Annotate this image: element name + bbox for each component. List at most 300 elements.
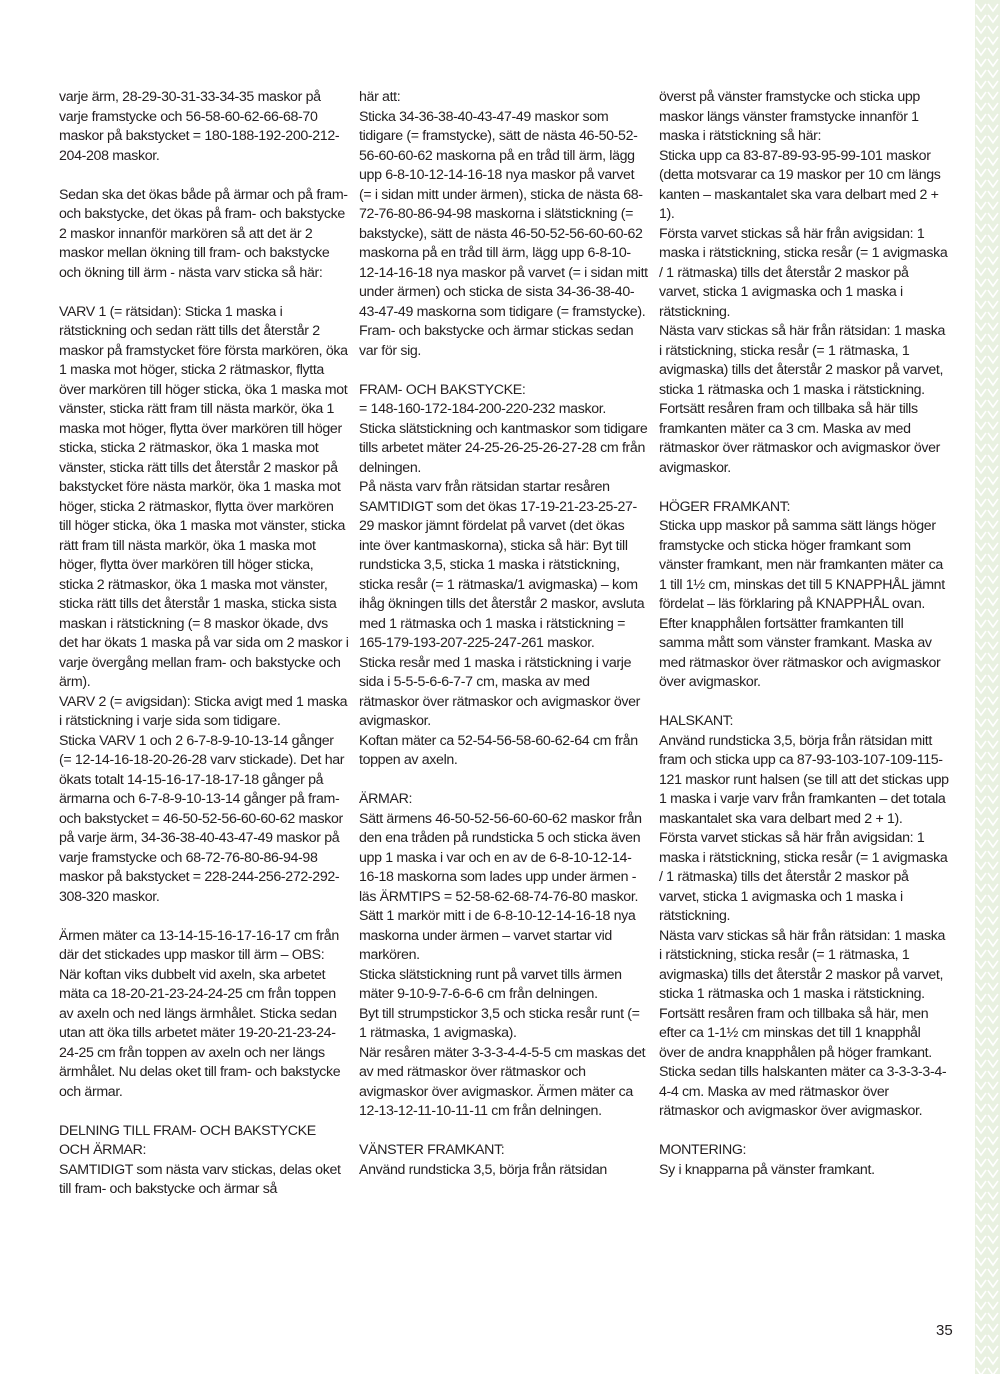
knit-stitch-mark bbox=[976, 114, 986, 121]
paragraph: Använd rundsticka 3,5, börja från rätsidan bbox=[359, 1161, 607, 1178]
knit-stitch-mark bbox=[976, 1093, 986, 1100]
knit-stitch-mark bbox=[988, 1159, 998, 1166]
knit-stitch-mark bbox=[988, 103, 998, 110]
paragraph: Ärmen mäter ca 13-14-15-16-17-16-17 cm från där det stickades upp maskor till ärm – OBS: När koftan viks dubbelt vid axeln, ska arbetet mäta ca 18-20-21-23-24-24-25 cm från toppen av axeln och ned längs ärmhålet. Sticka sedan utan att öka tills arbetet mäter 19-20-21-23-24-24-25 cm från toppen av axeln och ner längs ärmhålet. Nu delas oket till fram- och bakstycke och ärmar. bbox=[59, 927, 341, 1100]
paragraph-gap bbox=[659, 693, 949, 713]
knit-stitch-mark bbox=[976, 499, 986, 506]
knit-stitch-mark bbox=[976, 1148, 986, 1155]
knit-stitch-mark bbox=[988, 1192, 998, 1199]
knit-stitch-mark bbox=[988, 378, 998, 385]
knit-stitch-mark bbox=[976, 1313, 986, 1320]
knit-stitch-mark bbox=[976, 565, 986, 572]
knit-stitch-mark bbox=[988, 554, 998, 561]
knit-stitch-mark bbox=[988, 1280, 998, 1287]
knit-stitch-mark bbox=[976, 1302, 986, 1309]
knit-stitch-mark bbox=[976, 213, 986, 220]
knit-stitch-mark bbox=[988, 411, 998, 418]
knit-stitch-mark bbox=[988, 213, 998, 220]
knit-stitch-mark bbox=[988, 818, 998, 825]
knit-stitch-mark bbox=[988, 466, 998, 473]
knit-stitch-mark bbox=[988, 631, 998, 638]
knit-stitch-mark bbox=[976, 1038, 986, 1045]
knit-stitch-mark bbox=[976, 1115, 986, 1122]
knit-stitch-mark bbox=[988, 345, 998, 352]
knit-stitch-mark bbox=[988, 1093, 998, 1100]
paragraph: Sy i knapparna på vänster framkant. bbox=[659, 1161, 875, 1178]
knit-stitch-mark bbox=[988, 510, 998, 517]
knit-stitch-mark bbox=[988, 1368, 998, 1374]
paragraph-gap bbox=[59, 166, 349, 186]
paragraph: Första varvet stickas så här från avigsidan: 1 maska i rätstickning, sticka resår (= 1 avigmaska / 1 rätmaska) tills det återstår 2 maskor på varvet, sticka 1 avigmaska och 1 maska i rätstickning. bbox=[659, 830, 948, 924]
knit-stitch-mark bbox=[988, 367, 998, 374]
knit-stitch-mark bbox=[988, 191, 998, 198]
knit-stitch-mark bbox=[988, 730, 998, 737]
knit-stitch-mark bbox=[976, 169, 986, 176]
knit-stitch-mark bbox=[988, 1203, 998, 1210]
knit-stitch-mark bbox=[976, 741, 986, 748]
knit-stitch-mark bbox=[976, 246, 986, 253]
knit-stitch-mark bbox=[976, 752, 986, 759]
knit-stitch-mark bbox=[976, 521, 986, 528]
knit-stitch-mark bbox=[988, 928, 998, 935]
knit-stitch-mark bbox=[976, 620, 986, 627]
paragraph: Sticka slätstickning och kantmaskor som tidigare tills arbetet mäter 24-25-26-25-26-27-28 cm från delningen. bbox=[359, 420, 648, 476]
knit-stitch-mark bbox=[976, 1346, 986, 1353]
knit-stitch-mark bbox=[988, 488, 998, 495]
knit-stitch-mark bbox=[976, 862, 986, 869]
knit-stitch-mark bbox=[976, 939, 986, 946]
paragraph: Byt till strumpstickor 3,5 och sticka resår runt (= 1 rätmaska, 1 avigmaska). bbox=[359, 1005, 640, 1041]
paragraph: ÄRMAR: bbox=[359, 791, 413, 807]
paragraph: Första varvet stickas så här från avigsidan: 1 maska i rätstickning, sticka resår (= 1 avigmaska / 1 rätmaska) tills det återstår 2 maskor på varvet, sticka 1 avigmaska och 1 maska i rätstickning. bbox=[659, 225, 948, 320]
knit-stitch-mark bbox=[976, 1071, 986, 1078]
knit-stitch-mark bbox=[988, 279, 998, 286]
knit-stitch-mark bbox=[976, 543, 986, 550]
knit-stitch-mark bbox=[988, 1335, 998, 1342]
knit-pattern-icon bbox=[975, 0, 1000, 1374]
knit-stitch-mark bbox=[988, 862, 998, 869]
knit-stitch-mark bbox=[988, 1291, 998, 1298]
paragraph-gap bbox=[59, 907, 349, 927]
knit-stitch-mark bbox=[988, 961, 998, 968]
knit-stitch-mark bbox=[976, 37, 986, 44]
knit-stitch-mark bbox=[976, 785, 986, 792]
knit-stitch-mark bbox=[988, 873, 998, 880]
knit-stitch-mark bbox=[988, 389, 998, 396]
knit-stitch-mark bbox=[976, 653, 986, 660]
paragraph: här att: bbox=[359, 89, 401, 105]
knit-stitch-mark bbox=[988, 224, 998, 231]
knit-stitch-mark bbox=[976, 334, 986, 341]
knit-stitch-mark bbox=[976, 444, 986, 451]
paragraph: VARV 2 (= avigsidan): Sticka avigt med 1 maska i rätstickning i varje sida som tidigare. bbox=[59, 693, 348, 729]
knit-stitch-mark bbox=[988, 1302, 998, 1309]
knit-stitch-mark bbox=[976, 719, 986, 726]
knit-stitch-mark bbox=[976, 312, 986, 319]
paragraph: överst på vänster framstycke och sticka upp maskor längs vänster framstycke innanför 1 maska i rätstickning så här: bbox=[659, 89, 920, 144]
knit-stitch-mark bbox=[976, 389, 986, 396]
knit-stitch-mark bbox=[976, 158, 986, 165]
knit-stitch-mark bbox=[988, 1060, 998, 1067]
paragraph: På nästa varv från rätsidan startar resåren SAMTIDIGT som det ökas 17-19-21-23-25-27-29 maskor jämnt fördelat på varvet (det ökas inte över kantmaskorna), sticka så här: Byt till rundsticka 3,5, sticka 1 maska i rätstickning, sticka resår (= 1 rätmaska/1 avigmaska) – kom ihåg ökningen tills det återstår 2 maskor, avsluta med 1 rätmaska och 1 maska i rätstickning = 165-179-193-207-225-247-261 maskor. bbox=[359, 479, 645, 651]
knit-stitch-mark bbox=[988, 147, 998, 154]
knit-stitch-mark bbox=[976, 345, 986, 352]
knit-stitch-mark bbox=[988, 620, 998, 627]
knit-stitch-mark bbox=[988, 1170, 998, 1177]
paragraph: Sätt 1 markör mitt i de 6-8-10-12-14-16-18 nya maskorna under ärmen – varvet startar vid markören. bbox=[359, 908, 636, 963]
knit-stitch-mark bbox=[988, 1016, 998, 1023]
knit-stitch-mark bbox=[988, 895, 998, 902]
knit-stitch-mark bbox=[988, 752, 998, 759]
knit-stitch-mark bbox=[976, 1104, 986, 1111]
knit-stitch-mark bbox=[976, 829, 986, 836]
paragraph: Sticka 34-36-38-40-43-47-49 maskor som tidigare (= framstycke), sätt de nästa 46-50-52-56-60-60-62 maskorna på en tråd till ärm, lägg upp 6-8-10-12-14-16-18 nya maskor på varvet (= i sidan mitt under ärmen), sticka de nästa 68-72-76-80-86-94-98 maskorna i slätstickning (= bakstycke), sätt de nästa 46-50-52-56-60-60-62 maskorna på en tråd till ärm, lägg upp 6-8-10-12-14-16-18 nya maskor på varvet (= i sidan mitt under ärmen) och sticka de sista 34-36-38-40-43-47-49 maskorna som tidigare (= framstycke). bbox=[359, 108, 648, 320]
knit-stitch-mark bbox=[976, 1170, 986, 1177]
paragraph: FRAM- OCH BAKSTYCKE: bbox=[359, 381, 526, 398]
knit-stitch-mark bbox=[976, 972, 986, 979]
knit-stitch-mark bbox=[976, 576, 986, 583]
knit-stitch-mark bbox=[988, 356, 998, 363]
knit-stitch-mark bbox=[988, 906, 998, 913]
knit-stitch-mark bbox=[988, 708, 998, 715]
knit-stitch-mark bbox=[976, 1203, 986, 1210]
knit-stitch-mark bbox=[976, 125, 986, 132]
knit-stitch-mark bbox=[988, 1027, 998, 1034]
knit-stitch-mark bbox=[988, 312, 998, 319]
knit-stitch-mark bbox=[976, 961, 986, 968]
knit-stitch-mark bbox=[976, 147, 986, 154]
knit-stitch-mark bbox=[988, 609, 998, 616]
knit-stitch-mark bbox=[988, 917, 998, 924]
knit-stitch-mark bbox=[988, 1181, 998, 1188]
knit-stitch-mark bbox=[988, 1324, 998, 1331]
knit-stitch-mark bbox=[976, 807, 986, 814]
knit-stitch-mark bbox=[988, 125, 998, 132]
knit-stitch-mark bbox=[976, 48, 986, 55]
knit-stitch-mark bbox=[988, 202, 998, 209]
knit-stitch-mark bbox=[976, 455, 986, 462]
knit-stitch-mark bbox=[976, 994, 986, 1001]
paragraph: Sticka slätstickning runt på varvet tills ärmen mäter 9-10-9-7-6-6-6 cm från delningen. bbox=[359, 966, 622, 1002]
knit-stitch-mark bbox=[988, 543, 998, 550]
knit-stitch-mark bbox=[988, 785, 998, 792]
knit-stitch-mark bbox=[988, 290, 998, 297]
paragraph: VARV 1 (= rätsidan): Sticka 1 maska i rätstickning och sedan rätt tills det återstår 2 maskor på framstycket före första markören, öka 1 maska mot höger, sticka 2 rätmaskor, flytta över markören till höger sticka, öka 1 maska mot vänster, sticka rätt fram till nästa markör, öka 1 maska mot höger, flytta över markören till höger sticka, sticka 2 rätmaskor, öka 1 maska mot vänster, sticka rätt tills det återstår 2 maskor på bakstycket före nästa markör, öka 1 maska mot höger, sticka 2 rätmaskor, flytta över markören till höger sticka, öka 1 maska mot vänster, sticka rätt fram till nästa markör, öka 1 maska mot höger, flytta över markören till höger sticka, sticka 2 rätmaskor, öka 1 maska mot vänster, sticka rätt tills det återstår 1 maska, sticka sista maskan i rätstickning (= 8 maskor ökade, dvs det har ökats 1 maska på var sida om 2 maskor i varje övergång mellan fram- och bakstycke och ärm). bbox=[59, 303, 349, 690]
knit-stitch-mark bbox=[988, 829, 998, 836]
knit-stitch-mark bbox=[976, 191, 986, 198]
knit-stitch-mark bbox=[976, 686, 986, 693]
paragraph: Sticka resår med 1 maska i rätstickning i varje sida i 5-5-5-6-6-7-7 cm, maska av med rätmaskor över rätmaskor och avigmaskor över avigmaskor. bbox=[359, 654, 641, 729]
knit-stitch-mark bbox=[976, 631, 986, 638]
knit-stitch-mark bbox=[988, 840, 998, 847]
knit-stitch-mark bbox=[976, 257, 986, 264]
knit-stitch-mark bbox=[988, 598, 998, 605]
knit-stitch-mark bbox=[976, 1060, 986, 1067]
knit-stitch-mark bbox=[988, 1071, 998, 1078]
knit-stitch-mark bbox=[988, 1357, 998, 1364]
knit-stitch-mark bbox=[988, 1137, 998, 1144]
knit-stitch-mark bbox=[988, 301, 998, 308]
knit-stitch-mark bbox=[976, 697, 986, 704]
knit-stitch-mark bbox=[988, 246, 998, 253]
knit-stitch-mark bbox=[976, 1049, 986, 1056]
knit-stitch-mark bbox=[976, 422, 986, 429]
knit-stitch-mark bbox=[976, 1214, 986, 1221]
knit-stitch-mark bbox=[988, 994, 998, 1001]
paragraph: Sedan ska det ökas både på ärmar och på fram- och bakstycke, det ökas på fram- och bakstycke 2 maskor innanför markören så att det är 2 maskor mellan ökning till fram- och bakstycke och ökning till ärm - nästa varv sticka så här: bbox=[59, 186, 348, 281]
knit-stitch-mark bbox=[988, 576, 998, 583]
knit-stitch-mark bbox=[988, 1115, 998, 1122]
knit-stitch-mark bbox=[976, 367, 986, 374]
knit-stitch-mark bbox=[976, 323, 986, 330]
knit-stitch-mark bbox=[976, 1335, 986, 1342]
knit-stitch-mark bbox=[976, 4, 986, 11]
knit-stitch-mark bbox=[976, 290, 986, 297]
knit-stitch-mark bbox=[976, 906, 986, 913]
knit-stitch-mark bbox=[988, 653, 998, 660]
knit-stitch-mark bbox=[976, 664, 986, 671]
knit-stitch-mark bbox=[988, 675, 998, 682]
paragraph: Koftan mäter ca 52-54-56-58-60-62-64 cm från toppen av axeln. bbox=[359, 732, 638, 768]
knit-stitch-mark bbox=[976, 433, 986, 440]
paragraph-gap bbox=[359, 771, 649, 791]
knit-stitch-mark bbox=[976, 1291, 986, 1298]
knit-stitch-mark bbox=[976, 356, 986, 363]
knit-stitch-mark bbox=[976, 554, 986, 561]
paragraph: Sticka VARV 1 och 2 6-7-8-9-10-13-14 gånger (= 12-14-16-18-20-26-28 varv stickade). Det har ökats totalt 14-15-16-17-18-17-18 gånger på ärmarna och 6-7-8-9-10-13-14 gånger på fram-och bakstycket = 46-50-52-56-60-60-62 maskor på varje ärm, 34-36-38-40-43-47-49 maskor på varje framstycke och 68-72-76-80-86-94-98 maskor på bakstycket = 228-244-256-272-292-308-320 maskor. bbox=[59, 732, 345, 905]
knit-stitch-mark bbox=[988, 1049, 998, 1056]
knit-stitch-mark bbox=[976, 950, 986, 957]
knit-stitch-mark bbox=[988, 444, 998, 451]
knit-stitch-mark bbox=[988, 92, 998, 99]
knit-stitch-mark bbox=[988, 807, 998, 814]
knit-stitch-mark bbox=[988, 884, 998, 891]
knit-stitch-mark bbox=[988, 114, 998, 121]
knit-stitch-mark bbox=[988, 499, 998, 506]
knit-stitch-mark bbox=[988, 268, 998, 275]
knit-stitch-mark bbox=[976, 532, 986, 539]
paragraph: SAMTIDIGT som nästa varv stickas, delas oket till fram- och bakstycke och ärmar så bbox=[59, 1161, 341, 1197]
knit-stitch-mark bbox=[988, 235, 998, 242]
knit-stitch-mark bbox=[976, 279, 986, 286]
knit-stitch-mark bbox=[988, 1082, 998, 1089]
page-number: 35 bbox=[936, 1322, 953, 1339]
paragraph: Nästa varv stickas så här från rätsidan: 1 maska i rätstickning, sticka resår (= 1 rätmaska, 1 avigmaska) tills det återstår 2 maskor på varvet, sticka 1 rätmaska och 1 maska i rätstickning. bbox=[659, 927, 945, 1002]
knit-stitch-mark bbox=[976, 81, 986, 88]
knit-stitch-mark bbox=[988, 334, 998, 341]
knit-stitch-mark bbox=[976, 180, 986, 187]
knit-stitch-mark bbox=[976, 675, 986, 682]
knit-stitch-mark bbox=[976, 1247, 986, 1254]
knit-stitch-mark bbox=[976, 917, 986, 924]
knit-stitch-mark bbox=[976, 1005, 986, 1012]
knit-stitch-mark bbox=[976, 884, 986, 891]
knit-stitch-mark bbox=[976, 1159, 986, 1166]
knit-stitch-mark bbox=[988, 851, 998, 858]
knit-stitch-mark bbox=[988, 1236, 998, 1243]
knit-stitch-mark bbox=[988, 1005, 998, 1012]
knit-stitch-mark bbox=[988, 983, 998, 990]
knit-stitch-mark bbox=[988, 1313, 998, 1320]
knit-stitch-mark bbox=[976, 70, 986, 77]
knit-stitch-mark bbox=[976, 59, 986, 66]
knit-stitch-mark bbox=[988, 323, 998, 330]
knit-stitch-mark bbox=[988, 4, 998, 11]
paragraph: Fram- och bakstycke och ärmar stickas sedan var för sig. bbox=[359, 323, 634, 359]
knit-stitch-mark bbox=[976, 928, 986, 935]
knit-stitch-mark bbox=[988, 774, 998, 781]
knit-stitch-mark bbox=[976, 1280, 986, 1287]
knit-stitch-mark bbox=[988, 257, 998, 264]
text-column-2 bbox=[359, 88, 649, 1180]
paragraph-gap bbox=[59, 1102, 349, 1122]
knit-stitch-mark bbox=[988, 136, 998, 143]
knit-stitch-mark bbox=[976, 873, 986, 880]
paragraph-gap bbox=[659, 478, 949, 498]
knit-stitch-mark bbox=[976, 1181, 986, 1188]
knit-stitch-mark bbox=[988, 70, 998, 77]
knit-stitch-mark bbox=[988, 59, 998, 66]
knit-stitch-mark bbox=[988, 1346, 998, 1353]
knit-stitch-mark bbox=[976, 224, 986, 231]
knit-stitch-mark bbox=[976, 136, 986, 143]
text-column-1 bbox=[59, 88, 349, 1200]
knit-stitch-mark bbox=[988, 565, 998, 572]
knit-stitch-mark bbox=[976, 730, 986, 737]
paragraph: = 148-160-172-184-200-220-232 maskor. bbox=[359, 401, 606, 417]
knit-stitch-mark bbox=[976, 851, 986, 858]
knit-stitch-mark bbox=[976, 1258, 986, 1265]
knit-stitch-mark bbox=[988, 1225, 998, 1232]
knit-stitch-mark bbox=[988, 642, 998, 649]
knit-stitch-mark bbox=[988, 433, 998, 440]
knit-stitch-mark bbox=[976, 587, 986, 594]
knit-stitch-mark bbox=[976, 26, 986, 33]
knit-stitch-mark bbox=[988, 15, 998, 22]
paragraph: HALSKANT: bbox=[659, 713, 734, 729]
knit-stitch-mark bbox=[976, 1027, 986, 1034]
knit-stitch-mark bbox=[988, 400, 998, 407]
knit-stitch-mark bbox=[976, 796, 986, 803]
paragraph: Sticka upp maskor på samma sätt längs höger framstycke och sticka höger framkant som vänster framkant, men när framkanten mäter ca 1 till 1½ cm, minskas det till 5 KNAPPHÅL jämnt fördelat – läs förklaring på KNAPPHÅL ovan. Efter knapphålen fortsätter framkanten till samma mått som vänster framkant. Maska av med rätmaskor över rätmaskor och avigmaskor över avigmaskor. bbox=[659, 518, 945, 690]
knit-stitch-mark bbox=[976, 15, 986, 22]
knit-stitch-mark bbox=[976, 983, 986, 990]
paragraph: MONTERING: bbox=[659, 1142, 747, 1158]
knit-stitch-mark bbox=[976, 609, 986, 616]
knit-stitch-mark bbox=[988, 697, 998, 704]
knit-stitch-mark bbox=[976, 477, 986, 484]
knit-stitch-mark bbox=[976, 1357, 986, 1364]
knit-stitch-mark bbox=[988, 158, 998, 165]
knit-stitch-mark bbox=[988, 180, 998, 187]
paragraph: Sätt ärmens 46-50-52-56-60-60-62 maskor från den ena tråden på rundsticka 5 och sticka även upp 1 maska i var och en av de 6-8-10-12-14-16-18 maskorna som lades upp under ärmen - läs ÄRMTIPS = 52-58-62-68-74-76-80 maskor. bbox=[359, 810, 642, 905]
knit-stitch-mark bbox=[988, 81, 998, 88]
knit-stitch-mark bbox=[976, 1368, 986, 1374]
paragraph: När resåren mäter 3-3-3-4-4-5-5 cm maskas det av med rätmaskor över rätmaskor och avigmaskor över avigmaskor. Ärmen mäter ca 12-13-12-11-10-11-11 cm från delningen. bbox=[359, 1044, 646, 1119]
knit-stitch-mark bbox=[976, 895, 986, 902]
paragraph: DELNING TILL FRAM- OCH BAKSTYCKE OCH ÄRMAR: bbox=[59, 1122, 316, 1158]
knit-stitch-mark bbox=[976, 103, 986, 110]
knit-stitch-mark bbox=[976, 268, 986, 275]
knit-stitch-mark bbox=[988, 796, 998, 803]
knit-stitch-mark bbox=[976, 840, 986, 847]
paragraph: Använd rundsticka 3,5, börja från rätsidan mitt fram och sticka upp ca 87-93-103-107-109-115-121 maskor runt halsen (se till att det stickas upp 1 maska i varje varv från framkanten – det totala maskantalet ska vara delbart med 2 + 1). bbox=[659, 732, 949, 827]
knit-stitch-mark bbox=[988, 26, 998, 33]
paragraph-gap bbox=[659, 1122, 949, 1142]
knit-stitch-mark bbox=[988, 37, 998, 44]
knit-stitch-mark bbox=[988, 1247, 998, 1254]
knit-stitch-mark bbox=[988, 1258, 998, 1265]
knit-stitch-mark bbox=[988, 455, 998, 462]
paragraph: VÄNSTER FRAMKANT: bbox=[359, 1142, 505, 1158]
knit-stitch-mark bbox=[976, 708, 986, 715]
knit-stitch-mark bbox=[988, 1038, 998, 1045]
knit-stitch-mark bbox=[988, 763, 998, 770]
paragraph: varje ärm, 28-29-30-31-33-34-35 maskor på varje framstycke och 56-58-60-62-66-68-70 maskor på bakstycket = 180-188-192-200-212-204-208 maskor. bbox=[59, 89, 340, 164]
knit-pattern-strip bbox=[975, 0, 1000, 1374]
knit-stitch-mark bbox=[976, 235, 986, 242]
knit-stitch-mark bbox=[976, 1225, 986, 1232]
knit-stitch-mark bbox=[976, 1236, 986, 1243]
knit-stitch-mark bbox=[976, 510, 986, 517]
knit-stitch-mark bbox=[988, 48, 998, 55]
knit-stitch-mark bbox=[988, 521, 998, 528]
knit-stitch-mark bbox=[988, 422, 998, 429]
knit-stitch-mark bbox=[988, 1148, 998, 1155]
knit-stitch-mark bbox=[988, 1104, 998, 1111]
knit-stitch-mark bbox=[976, 1192, 986, 1199]
knit-stitch-mark bbox=[976, 301, 986, 308]
knit-stitch-mark bbox=[988, 939, 998, 946]
knit-stitch-mark bbox=[976, 763, 986, 770]
paragraph-gap bbox=[359, 361, 649, 381]
knit-stitch-mark bbox=[988, 741, 998, 748]
knit-stitch-mark bbox=[988, 686, 998, 693]
knit-stitch-mark bbox=[988, 664, 998, 671]
knit-stitch-mark bbox=[976, 92, 986, 99]
paragraph: Fortsätt resåren fram och tillbaka så här tills framkanten mäter ca 3 cm. Maska av med rätmaskor över rätmaskor och avigmaskor över avigmaskor. bbox=[659, 401, 941, 476]
knit-stitch-mark bbox=[976, 1126, 986, 1133]
knit-stitch-mark bbox=[976, 400, 986, 407]
knit-stitch-mark bbox=[976, 1137, 986, 1144]
paragraph-gap bbox=[59, 283, 349, 303]
knit-stitch-mark bbox=[976, 598, 986, 605]
paragraph: Sticka upp ca 83-87-89-93-95-99-101 maskor (detta motsvarar ca 19 maskor per 10 cm längs kanten – maskantalet ska vara delbart med 2 + 1). bbox=[659, 147, 941, 222]
knit-stitch-mark bbox=[988, 532, 998, 539]
knit-stitch-mark bbox=[976, 774, 986, 781]
knit-stitch-mark bbox=[976, 1269, 986, 1276]
knit-stitch-mark bbox=[976, 642, 986, 649]
paragraph: HÖGER FRAMKANT: bbox=[659, 498, 791, 515]
knit-stitch-mark bbox=[988, 1126, 998, 1133]
knit-stitch-mark bbox=[988, 477, 998, 484]
knit-stitch-mark bbox=[976, 411, 986, 418]
knit-stitch-mark bbox=[976, 488, 986, 495]
knit-stitch-mark bbox=[988, 587, 998, 594]
knit-stitch-mark bbox=[988, 1214, 998, 1221]
paragraph: Nästa varv stickas så här från rätsidan: 1 maska i rätstickning, sticka resår (= 1 rätmaska, 1 avigmaska) tills det återstår 2 maskor på varvet, sticka 1 rätmaska och 1 maska i rätstickning. bbox=[659, 323, 945, 398]
knit-stitch-mark bbox=[976, 1324, 986, 1331]
paragraph-gap bbox=[359, 1122, 649, 1142]
knit-stitch-mark bbox=[976, 378, 986, 385]
knit-stitch-mark bbox=[988, 719, 998, 726]
knit-stitch-mark bbox=[988, 950, 998, 957]
knit-stitch-mark bbox=[976, 466, 986, 473]
knit-stitch-mark bbox=[976, 202, 986, 209]
text-column-3 bbox=[659, 88, 949, 1180]
knit-stitch-mark bbox=[976, 1016, 986, 1023]
knit-stitch-mark bbox=[988, 169, 998, 176]
